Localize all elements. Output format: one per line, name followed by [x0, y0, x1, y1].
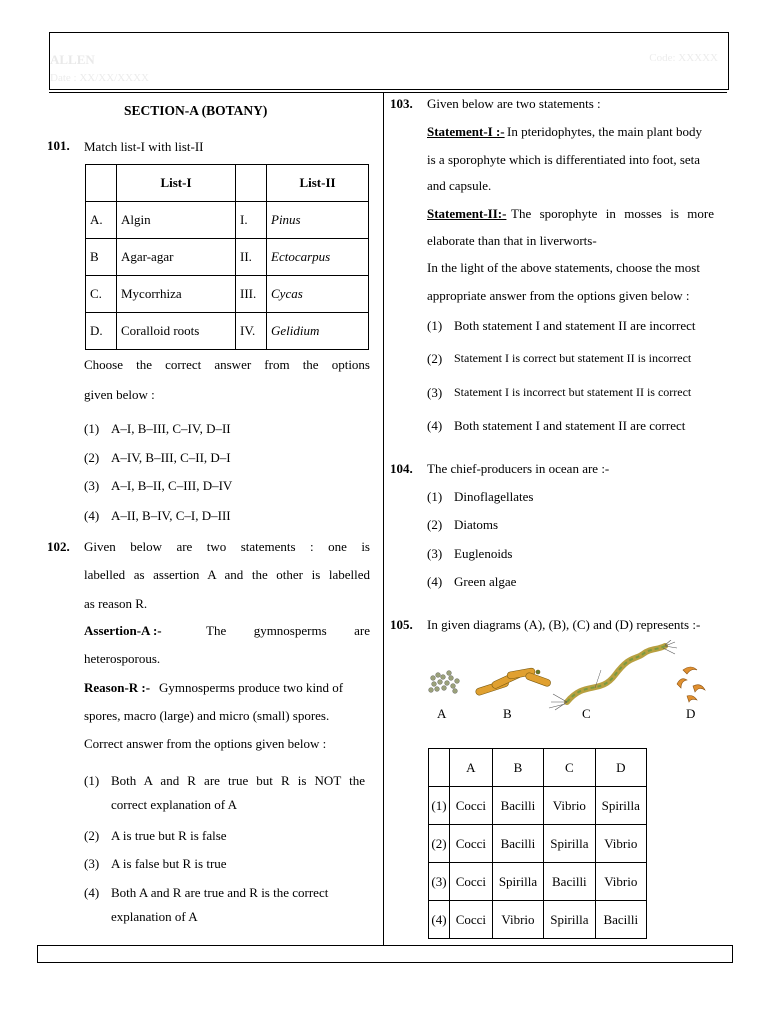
q103-option-3[interactable]: Statement I is incorrect but statement II is correct	[454, 385, 692, 399]
q103-instruction: In the light of the above statements, choose the most	[427, 260, 700, 275]
table-cell: Bacilli	[544, 863, 595, 901]
reason-text: Gymnosperms produce two kind of	[159, 680, 344, 695]
q102-option-2-number[interactable]: (2)	[84, 828, 100, 843]
statement-1-label: Statement-I :-	[427, 124, 505, 139]
table-cell: Coralloid roots	[117, 313, 236, 350]
diagram-label-d: D	[686, 706, 696, 721]
q101-option-4[interactable]: A–II, B–IV, C–I, D–III	[111, 508, 231, 523]
q101-option-2[interactable]: A–IV, B–III, C–II, D–I	[111, 450, 231, 465]
statement-1-text-2: is a sporophyte which is differentiated into foot, seta	[427, 152, 701, 167]
q104-option-1[interactable]: Dinoflagellates	[454, 489, 534, 504]
diagram-label-b: B	[503, 706, 512, 721]
list2-header: List-II	[267, 165, 369, 202]
q103-option-1-number[interactable]: (1)	[427, 318, 443, 333]
statement-1-text-3: and capsule.	[427, 178, 492, 193]
q102-number: 102.	[47, 539, 70, 554]
vibrio-illustration	[677, 667, 705, 702]
table-cell: C	[544, 749, 595, 787]
table-cell: Bacilli	[595, 901, 646, 939]
table-cell: B	[492, 749, 543, 787]
q102-option-3[interactable]: A is false but R is true	[111, 856, 227, 871]
table-cell: Cocci	[450, 825, 493, 863]
assertion-label: Assertion-A :-	[84, 623, 162, 638]
table-cell: A	[450, 749, 493, 787]
table-cell: Vibrio	[595, 863, 646, 901]
table-cell: Cocci	[450, 901, 493, 939]
table-cell[interactable]: (2)	[429, 825, 450, 863]
table-cell: Agar-agar	[117, 239, 236, 276]
table-row	[429, 825, 647, 863]
cocci-illustration	[429, 671, 460, 694]
statement-1-text: In pteridophytes, the main plant body	[507, 124, 702, 139]
q103-option-1[interactable]: Both statement I and statement II are incorrect	[454, 318, 696, 333]
statement-2-label: Statement-II:-	[427, 206, 507, 221]
table-cell: Ectocarpus	[267, 239, 369, 276]
assertion-text: The gymnosperms are	[206, 623, 370, 638]
list1-header: List-I	[117, 165, 236, 202]
q101-option-1-number[interactable]: (1)	[84, 421, 100, 436]
table-cell: D	[595, 749, 646, 787]
table-cell: Cycas	[267, 276, 369, 313]
table-cell: Spirilla	[595, 787, 646, 825]
reason-label: Reason-R :-	[84, 680, 151, 695]
table-cell[interactable]: (4)	[429, 901, 450, 939]
q102-option-4-cont[interactable]: explanation of A	[111, 909, 198, 924]
q101-number: 101.	[47, 138, 70, 153]
table-cell: Spirilla	[492, 863, 543, 901]
table-cell[interactable]: (3)	[429, 863, 450, 901]
header-divider	[49, 92, 727, 93]
table-row	[429, 901, 647, 939]
table-cell[interactable]: (1)	[429, 787, 450, 825]
q102-instruction: Correct answer from the options given below :	[84, 736, 327, 751]
table-cell: Cocci	[450, 787, 493, 825]
q104-number: 104.	[390, 461, 413, 476]
q101-match-table	[85, 164, 369, 350]
header-date: Date : XX/XX/XXXX	[50, 72, 149, 84]
q101-option-4-number[interactable]: (4)	[84, 508, 100, 523]
q101-stem: Match list-I with list-II	[84, 139, 204, 154]
footer-box	[37, 945, 733, 963]
q103-option-2[interactable]: Statement I is correct but statement II is incorrect	[454, 351, 692, 365]
header-box	[49, 32, 729, 90]
q104-option-2-number[interactable]: (2)	[427, 517, 443, 532]
q103-option-3-number[interactable]: (3)	[427, 385, 443, 400]
table-cell: Bacilli	[492, 787, 543, 825]
bacteria-diagram	[425, 640, 715, 720]
table-cell: Vibrio	[544, 787, 595, 825]
table-cell: A.	[86, 202, 117, 239]
table-cell: Spirilla	[544, 825, 595, 863]
q102-option-3-number[interactable]: (3)	[84, 856, 100, 871]
q101-option-3[interactable]: A–I, B–II, C–III, D–IV	[111, 478, 233, 493]
q104-option-3[interactable]: Euglenoids	[454, 546, 513, 561]
table-cell: B	[86, 239, 117, 276]
table-cell: Mycorrhiza	[117, 276, 236, 313]
q101-instruction-2: given below :	[84, 387, 155, 402]
q102-option-1-cont[interactable]: correct explanation of A	[111, 797, 237, 812]
q104-option-4[interactable]: Green algae	[454, 574, 517, 589]
q104-stem: The chief-producers in ocean are :-	[427, 461, 610, 476]
reason-text-2: spores, macro (large) and micro (small) spores.	[84, 708, 330, 723]
table-cell: D.	[86, 313, 117, 350]
q101-option-3-number[interactable]: (3)	[84, 478, 100, 493]
table-cell: Bacilli	[492, 825, 543, 863]
table-cell: IV.	[236, 313, 267, 350]
q102-option-4[interactable]: Both A and R are true and R is the correct	[111, 885, 329, 900]
q102-option-4-number[interactable]: (4)	[84, 885, 100, 900]
table-cell: Gelidium	[267, 313, 369, 350]
diagram-label-a: A	[437, 706, 447, 721]
q103-stem: Given below are two statements :	[427, 96, 601, 111]
assertion-text-2: heterosporous.	[84, 651, 161, 666]
table-cell: Cocci	[450, 863, 493, 901]
table-row	[429, 787, 647, 825]
header-brand: ALLEN	[50, 52, 95, 67]
q102-line-2: labelled as assertion A and the other is labelled	[84, 567, 370, 582]
q104-option-2[interactable]: Diatoms	[454, 517, 499, 532]
table-cell: Vibrio	[595, 825, 646, 863]
q102-line-1: Given below are two statements : one is	[84, 539, 370, 554]
q103-option-4[interactable]: Both statement I and statement II are correct	[454, 418, 686, 433]
table-cell: C.	[86, 276, 117, 313]
table-row	[429, 863, 647, 901]
spirilla-illustration	[549, 640, 677, 710]
column-divider	[383, 92, 384, 945]
q102-option-1-number[interactable]: (1)	[84, 773, 100, 788]
q105-stem: In given diagrams (A), (B), (C) and (D) represents :-	[427, 617, 701, 632]
q103-instruction-2: appropriate answer from the options given below :	[427, 288, 690, 303]
q101-instruction: Choose the correct answer from the options	[84, 357, 370, 372]
q105-options-table	[428, 748, 647, 939]
table-cell	[429, 749, 450, 787]
table-cell: Spirilla	[544, 901, 595, 939]
q101-option-2-number[interactable]: (2)	[84, 450, 100, 465]
statement-2-text: The sporophyte in mosses is more	[511, 206, 714, 221]
table-cell: I.	[236, 202, 267, 239]
table-cell: Vibrio	[492, 901, 543, 939]
q104-option-4-number[interactable]: (4)	[427, 574, 443, 589]
q103-number: 103.	[390, 96, 413, 111]
q104-option-3-number[interactable]: (3)	[427, 546, 443, 561]
q104-option-1-number[interactable]: (1)	[427, 489, 443, 504]
table-cell: Pinus	[267, 202, 369, 239]
q102-option-2[interactable]: A is true but R is false	[111, 828, 227, 843]
table-cell: III.	[236, 276, 267, 313]
q102-line-3: as reason R.	[84, 596, 148, 611]
q103-option-4-number[interactable]: (4)	[427, 418, 443, 433]
q103-option-2-number[interactable]: (2)	[427, 351, 443, 366]
q101-option-1[interactable]: A–I, B–III, C–IV, D–II	[111, 421, 231, 436]
q105-number: 105.	[390, 617, 413, 632]
diagram-label-c: C	[582, 706, 591, 721]
statement-2-text-2: elaborate than that in liverworts-	[427, 233, 597, 248]
bacilli-illustration	[475, 668, 552, 696]
table-cell: Algin	[117, 202, 236, 239]
q102-option-1[interactable]: Both A and R are true but R is NOT the	[111, 773, 365, 788]
section-title: SECTION-A (BOTANY)	[124, 103, 268, 118]
table-cell: II.	[236, 239, 267, 276]
header-code: Code: XXXXX	[649, 52, 718, 64]
